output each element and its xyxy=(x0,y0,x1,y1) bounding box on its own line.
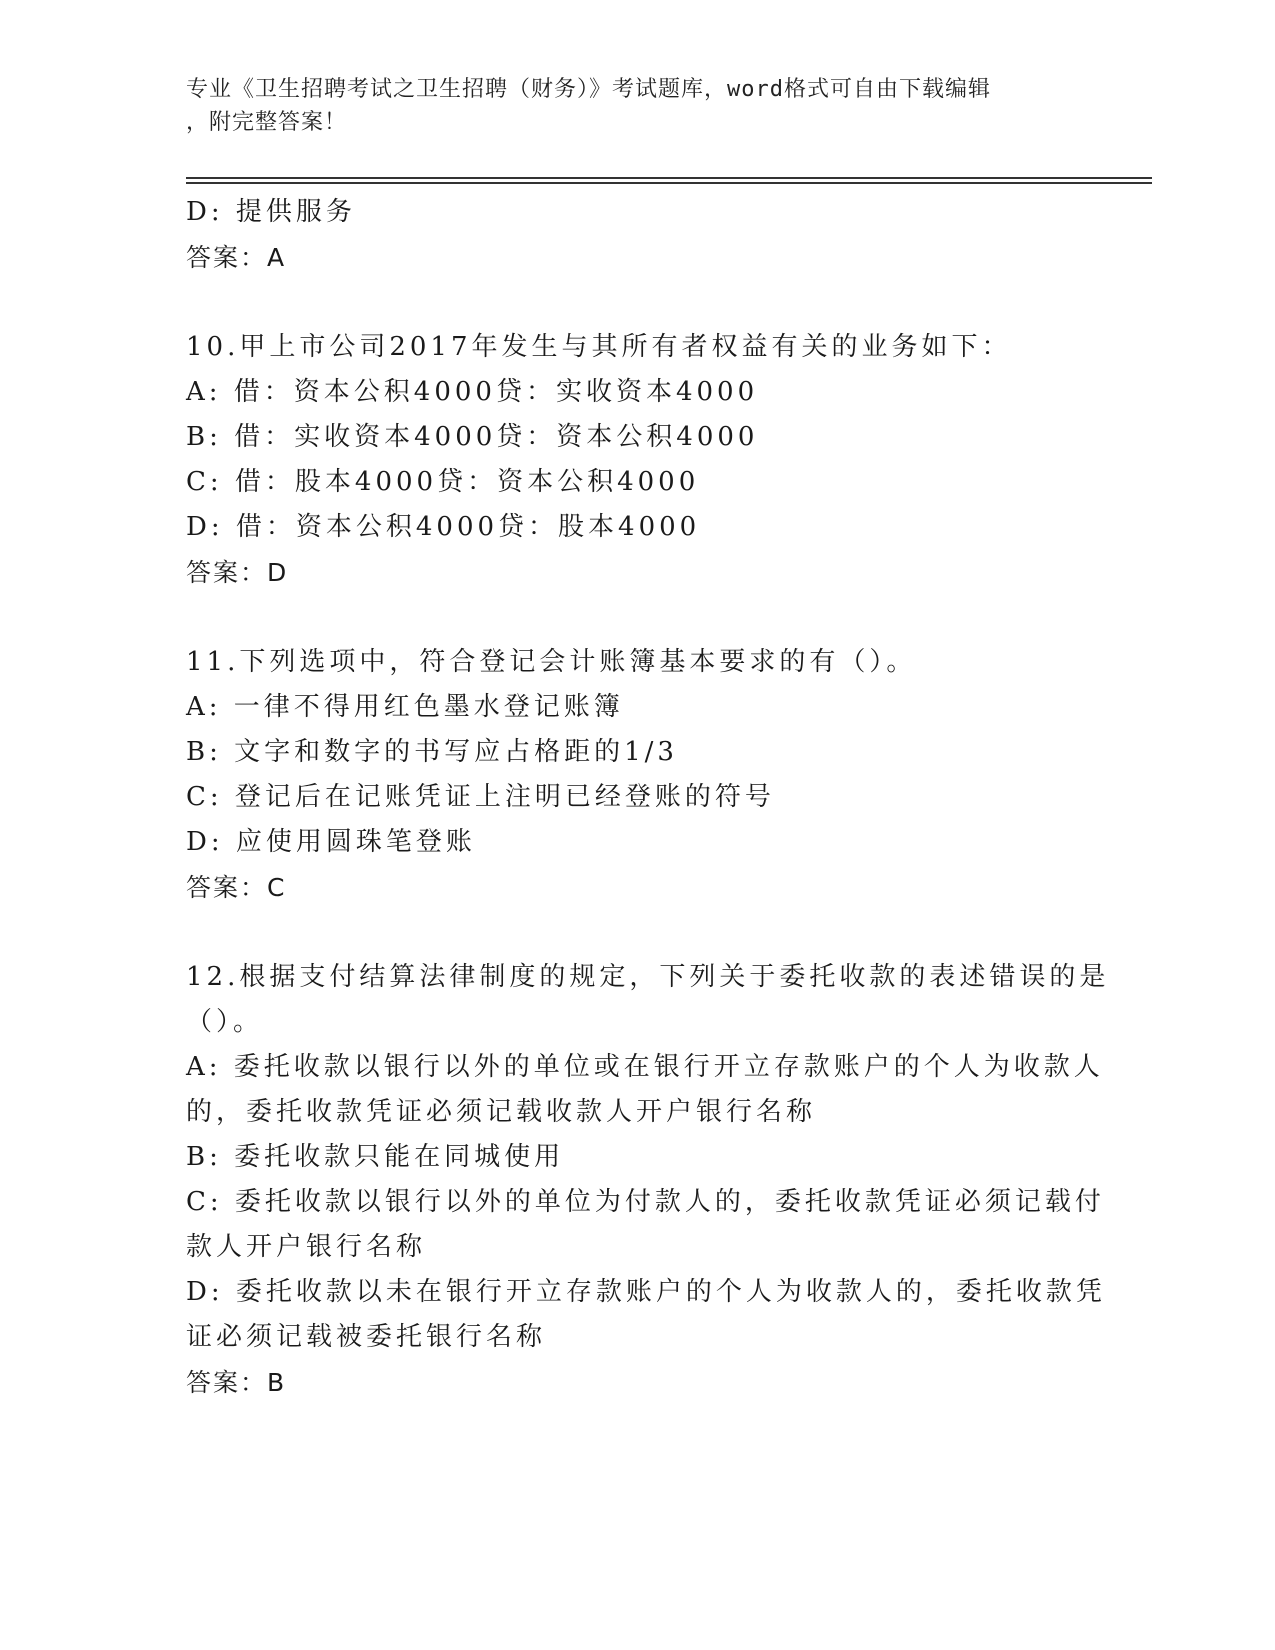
option-c-line-2: 款人开户银行名称 xyxy=(186,1232,427,1262)
option-c: C: 借：股本4000贷：资本公积4000 xyxy=(186,467,700,497)
answer-label: 答案：B xyxy=(186,1368,287,1397)
spacer xyxy=(186,280,1086,325)
option-c-line-1: C: 委托收款以银行以外的单位为付款人的，委托收款凭证必须记载付 xyxy=(186,1187,1105,1217)
option-a-line-1: A: 委托收款以银行以外的单位或在银行开立存款账户的个人为收款人 xyxy=(186,1052,1104,1082)
option-d: D: 提供服务 xyxy=(186,197,356,227)
option-c: C: 登记后在记账凭证上注明已经登账的符号 xyxy=(186,782,775,812)
answer-label: 答案：A xyxy=(186,243,287,272)
option-a-line-2: 的，委托收款凭证必须记载收款人开户银行名称 xyxy=(186,1097,817,1127)
option-a: A: 一律不得用红色墨水登记账簿 xyxy=(186,692,624,722)
header-divider-bottom xyxy=(186,182,1152,184)
question-title-line-2: （）。 xyxy=(186,1007,264,1037)
question-title: 11.下列选项中，符合登记会计账簿基本要求的有（）。 xyxy=(186,647,917,677)
question-block-12 xyxy=(186,955,1110,1405)
question-title: 10.甲上市公司2017年发生与其所有者权益有关的业务如下： xyxy=(186,332,1012,362)
question-block-10 xyxy=(186,325,1086,595)
spacer xyxy=(186,910,1086,955)
option-b: B: 文字和数字的书写应占格距的1/3 xyxy=(186,737,678,767)
document-header xyxy=(186,73,1086,139)
option-d-line-1: D: 委托收款以未在银行开立存款账户的个人为收款人的，委托收款凭 xyxy=(186,1277,1106,1307)
option-b: B: 借：实收资本4000贷：资本公积4000 xyxy=(186,422,759,452)
spacer xyxy=(186,595,1086,640)
question-block-9-tail xyxy=(186,190,1086,280)
option-d-line-2: 证必须记载被委托银行名称 xyxy=(186,1322,547,1352)
option-d: D: 应使用圆珠笔登账 xyxy=(186,827,476,857)
option-b: B: 委托收款只能在同城使用 xyxy=(186,1142,565,1172)
question-title-line-1: 12.根据支付结算法律制度的规定，下列关于委托收款的表述错误的是 xyxy=(186,962,1110,992)
option-d: D: 借：资本公积4000贷：股本4000 xyxy=(186,512,701,542)
answer-label: 答案：D xyxy=(186,558,289,587)
answer-label: 答案：C xyxy=(186,873,287,902)
option-a: A: 借：资本公积4000贷：实收资本4000 xyxy=(186,377,759,407)
document-body xyxy=(186,190,1110,1405)
header-line-1: 专业《卫生招聘考试之卫生招聘（财务）》考试题库，word格式可自由下载编辑 xyxy=(186,77,991,102)
header-divider-top xyxy=(186,177,1152,179)
header-line-2: ，附完整答案！ xyxy=(186,110,348,135)
question-block-11 xyxy=(186,640,1086,910)
